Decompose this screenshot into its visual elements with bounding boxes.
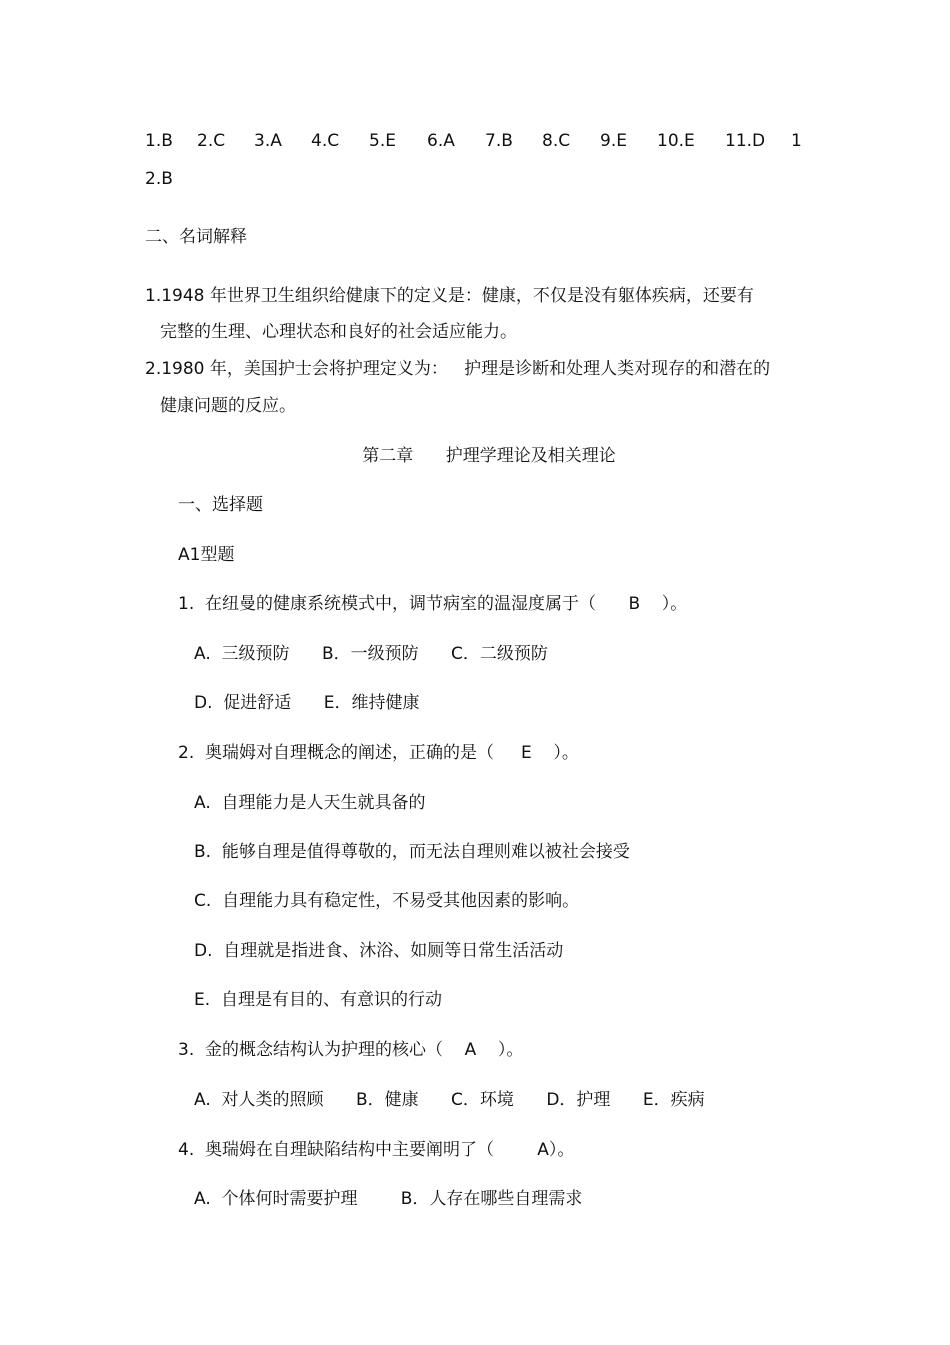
question-3-stem: 3. 金的概念结构认为护理的核心（ A ）。	[178, 1040, 524, 1060]
question-1-options-row-1: A. 三级预防 B．一级预防 C．二级预防	[194, 644, 548, 664]
definition-1-line-2: 完整的生理、心理状态和良好的社会适应能力。	[160, 322, 517, 342]
question-2-option-a: A. 自理能力是人天生就具备的	[194, 793, 426, 813]
answer-item: 1	[791, 131, 802, 151]
answer-item: 11.D	[725, 131, 766, 151]
section-heading: 二、名词解释	[145, 227, 247, 247]
answer-item: 6.A	[427, 131, 455, 151]
question-1-options-row-2: D. 促进舒适 E．维持健康	[194, 693, 420, 713]
definition-1-line-1: 1.1948 年世界卫生组织给健康下的定义是：健康，不仅是没有躯体疾病，还要有	[145, 286, 754, 306]
question-2-option-c: C. 自理能力具有稳定性，不易受其他因素的影响。	[194, 891, 580, 911]
answer-item: 5.E	[369, 131, 396, 151]
answer-item: 9.E	[600, 131, 627, 151]
question-3-options: A. 对人类的照顾 B．健康 C．环境 D．护理 E．疾病	[194, 1090, 705, 1110]
answer-item: 4.C	[311, 131, 340, 151]
definition-2-line-2: 健康问题的反应。	[160, 396, 296, 416]
question-4-options: A. 个体何时需要护理 B．人存在哪些自理需求	[194, 1189, 583, 1209]
question-2-option-d: D. 自理就是指进食、沐浴、如厕等日常生活活动	[194, 941, 564, 961]
answer-item: 2.C	[197, 131, 226, 151]
answer-item: 7.B	[485, 131, 513, 151]
question-1-stem: 1. 在纽曼的健康系统模式中，调节病室的温湿度属于（ B ）。	[178, 594, 688, 614]
answer-item-wrap: 2.B	[145, 169, 173, 189]
question-2-option-b: B. 能够自理是值得尊敬的，而无法自理则难以被社会接受	[194, 842, 630, 862]
question-2-option-e: E. 自理是有目的、有意识的行动	[194, 990, 442, 1010]
question-2-stem: 2. 奥瑞姆对自理概念的阐述，正确的是（ E ）。	[178, 743, 579, 763]
answer-item: 10.E	[657, 131, 695, 151]
chapter-title: 第二章 护理学理论及相关理论	[362, 446, 616, 466]
question-4-stem: 4. 奥瑞姆在自理缺陷结构中主要阐明了（ A）。	[178, 1140, 575, 1160]
question-type-label: A1型题	[178, 545, 235, 565]
answer-item: 8.C	[542, 131, 571, 151]
definition-2-line-1: 2.1980 年，美国护士会将护理定义为： 护理是诊断和处理人类对现存的和潜在的	[145, 359, 771, 379]
section-heading: 一、选择题	[178, 495, 263, 515]
answer-item: 1.B	[145, 131, 173, 151]
answer-item: 3.A	[254, 131, 282, 151]
